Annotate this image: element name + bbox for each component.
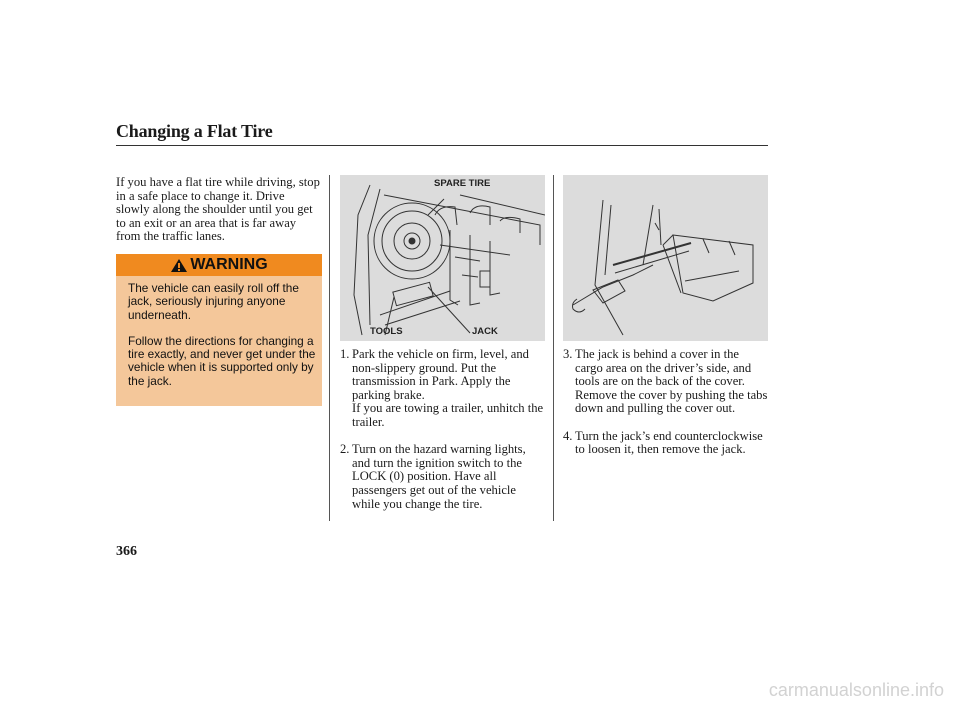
step-4-text: Turn the jack’s end counterclockwise to loosen it, then remove the jack. [575, 428, 763, 457]
warning-paragraph-2: Follow the directions for changing a tire exactly, and never get under the vehicle when it is supported only by the jack. [128, 333, 316, 388]
page-title: Changing a Flat Tire [116, 121, 273, 141]
title-rule [116, 145, 768, 146]
steps-column-right [563, 348, 768, 470]
jack-cover-drawing [563, 175, 768, 341]
step-3-number: 3. [563, 347, 573, 361]
steps-column-left [340, 348, 545, 525]
callout-tools: TOOLS [370, 326, 403, 337]
step-1 [340, 348, 545, 430]
page-number: 366 [116, 544, 137, 559]
warning-label: WARNING [190, 256, 268, 273]
intro-paragraph: If you have a flat tire while driving, stop in a safe place to change it. Drive slowly along the shoulder until you get to an exit or an area that is far away from the traffic lanes. [116, 175, 320, 244]
step-1-number: 1. [340, 347, 350, 361]
watermark: carmanualsonline.info [768, 680, 944, 700]
step-2 [340, 443, 545, 511]
column-divider-left [329, 175, 330, 521]
step-3 [563, 348, 768, 416]
step-2-text: Turn on the hazard warning lights, and turn the ignition switch to the LOCK (0) position. Have all passengers get out of the vehicle while you change the tire. [352, 442, 526, 511]
callout-jack: JACK [472, 326, 498, 337]
step-1-note: If you are towing a trailer, unhitch the trailer. [352, 401, 544, 429]
column-divider-right [553, 175, 554, 521]
warning-paragraph-1: The vehicle can easily roll off the jack, seriously injuring anyone underneath. [128, 281, 299, 322]
spare-tire-illustration [340, 175, 545, 341]
step-1-text: Park the vehicle on firm, level, and non-slippery ground. Put the transmission in Park. Apply the parking brake. [352, 347, 529, 402]
cargo-area-drawing [340, 175, 545, 341]
warning-header [116, 254, 322, 276]
step-4 [563, 430, 768, 457]
step-3-text: The jack is behind a cover in the cargo area on the driver’s side, and tools are on the back of the cover. Remove the cover by pushing the tabs down and pulling the cover out. [575, 347, 768, 416]
warning-body [128, 282, 318, 401]
warning-box [116, 254, 322, 406]
step-2-number: 2. [340, 442, 350, 457]
callout-spare-tire: SPARE TIRE [434, 178, 491, 189]
warning-triangle-icon [170, 258, 188, 273]
step-4-number: 4. [563, 428, 573, 443]
jack-cover-illustration [563, 175, 768, 341]
